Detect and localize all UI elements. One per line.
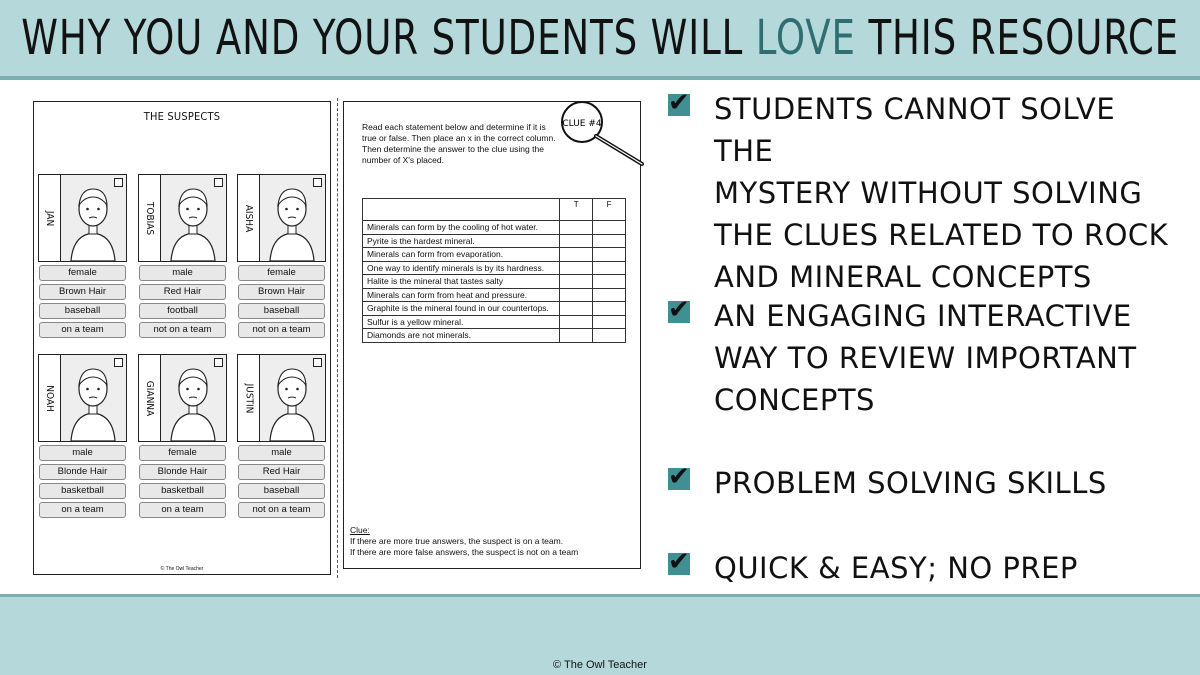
suspect-trait: male — [238, 445, 325, 461]
suspect-card — [237, 174, 326, 338]
footer-banner — [0, 594, 1200, 675]
suspect-card — [237, 354, 326, 518]
benefit-text: AN ENGAGING INTERACTIVE WAY TO REVIEW IMPORTANT CONCEPTS — [714, 299, 1137, 417]
checkbox-checked-icon — [668, 94, 690, 116]
suspect-checkbox[interactable] — [214, 178, 223, 187]
suspect-trait: Red Hair — [139, 284, 226, 300]
true-answer-cell[interactable] — [560, 275, 593, 289]
suspect-name-strip — [238, 175, 260, 261]
suspect-name-strip — [39, 175, 61, 261]
suspect-trait: female — [39, 265, 126, 281]
false-answer-cell[interactable] — [593, 248, 626, 262]
true-answer-cell[interactable] — [560, 315, 593, 329]
benefit-item — [668, 462, 1107, 504]
worksheet-divider — [337, 98, 338, 578]
clue-worksheet — [343, 101, 641, 569]
suspect-portrait — [138, 174, 227, 262]
false-column-header: F — [593, 199, 626, 221]
student-illustration-icon — [260, 355, 324, 441]
clue-instructions: Read each statement below and determine if it is true or false. Then place an x in the correct column. Then determine the answer to the clue using the number of X's placed. — [362, 122, 556, 165]
suspect-trait: Brown Hair — [238, 284, 325, 300]
suspect-portrait — [38, 354, 127, 442]
worksheet-credit: © The Owl Teacher — [160, 566, 204, 572]
checkbox-checked-icon — [668, 553, 690, 575]
statement-cell: Halite is the mineral that tastes salty — [363, 275, 560, 289]
suspect-checkbox[interactable] — [313, 358, 322, 367]
suspect-portrait — [38, 174, 127, 262]
statement-cell: Minerals can form from evaporation. — [363, 248, 560, 262]
footer-credit: © The Owl Teacher — [553, 659, 647, 671]
header-banner — [0, 0, 1200, 80]
suspect-trait: football — [139, 303, 226, 319]
suspect-portrait — [237, 174, 326, 262]
clue-footer — [350, 525, 578, 558]
false-answer-cell[interactable] — [593, 315, 626, 329]
true-answer-cell[interactable] — [560, 221, 593, 235]
suspect-name-strip — [39, 355, 61, 441]
false-answer-cell[interactable] — [593, 329, 626, 343]
true-column-header: T — [560, 199, 593, 221]
suspect-trait: baseball — [238, 483, 325, 499]
suspect-trait: on a team — [139, 502, 226, 518]
suspect-trait: not on a team — [238, 502, 325, 518]
table-row — [363, 315, 626, 329]
clue-label: Clue: — [350, 525, 370, 535]
suspect-name-strip — [139, 355, 161, 441]
suspect-card — [138, 174, 227, 338]
suspect-portrait — [138, 354, 227, 442]
clue-rows — [363, 221, 626, 343]
page-title — [21, 10, 1179, 66]
suspect-trait: male — [139, 265, 226, 281]
suspect-trait: basketball — [39, 483, 126, 499]
student-illustration-icon — [61, 175, 125, 261]
true-answer-cell[interactable] — [560, 288, 593, 302]
clue-table-header — [363, 199, 626, 221]
true-answer-cell[interactable] — [560, 302, 593, 316]
clue-badge-text: CLUE #4 — [562, 119, 602, 129]
suspect-trait: basketball — [139, 483, 226, 499]
table-row — [363, 221, 626, 235]
student-illustration-icon — [161, 355, 225, 441]
suspect-checkbox[interactable] — [114, 358, 123, 367]
statement-cell: Pyrite is the hardest mineral. — [363, 234, 560, 248]
true-answer-cell[interactable] — [560, 248, 593, 262]
table-row — [363, 275, 626, 289]
suspect-card — [138, 354, 227, 518]
suspect-name: JUSTIN — [243, 383, 255, 413]
clue-line-false: If there are more false answers, the suspect is not on a team — [350, 547, 579, 557]
suspect-trait: Red Hair — [238, 464, 325, 480]
suspect-checkbox[interactable] — [114, 178, 123, 187]
suspect-trait: not on a team — [139, 322, 226, 338]
suspect-name: NOAH — [44, 384, 55, 412]
suspect-name: TOBIAS — [144, 201, 156, 235]
suspect-trait: baseball — [238, 303, 325, 319]
suspect-trait: female — [139, 445, 226, 461]
statement-cell: Graphite is the mineral found in our countertops. — [363, 302, 560, 316]
statement-cell: Diamonds are not minerals. — [363, 329, 560, 343]
suspects-worksheet — [33, 101, 331, 575]
benefit-item — [668, 88, 1184, 298]
title-part-1: WHY YOU AND YOUR STUDENTS WILL — [21, 10, 756, 66]
suspect-checkbox[interactable] — [214, 358, 223, 367]
false-answer-cell[interactable] — [593, 221, 626, 235]
suspect-trait: Brown Hair — [39, 284, 126, 300]
benefit-item — [668, 547, 1078, 589]
suspect-name: AISHA — [243, 204, 254, 232]
false-answer-cell[interactable] — [593, 288, 626, 302]
statement-cell: Sulfur is a yellow mineral. — [363, 315, 560, 329]
title-accent-word: LOVE — [755, 10, 856, 66]
suspect-card — [38, 174, 127, 338]
suspect-trait: Blonde Hair — [39, 464, 126, 480]
statement-cell: Minerals can form from heat and pressure. — [363, 288, 560, 302]
false-answer-cell[interactable] — [593, 261, 626, 275]
true-answer-cell[interactable] — [560, 234, 593, 248]
checkbox-checked-icon — [668, 468, 690, 490]
magnifying-glass-icon — [556, 102, 646, 172]
statement-header — [363, 199, 560, 221]
suspect-trait: Blonde Hair — [139, 464, 226, 480]
suspect-name: JAN — [43, 210, 55, 226]
table-row — [363, 234, 626, 248]
suspect-name-strip — [139, 175, 161, 261]
student-illustration-icon — [61, 355, 125, 441]
table-row — [363, 248, 626, 262]
statement-cell: Minerals can form by the cooling of hot water. — [363, 221, 560, 235]
suspect-card — [38, 354, 127, 518]
benefit-item — [668, 295, 1137, 421]
false-answer-cell[interactable] — [593, 275, 626, 289]
suspect-trait: baseball — [39, 303, 126, 319]
suspect-portrait — [237, 354, 326, 442]
statement-cell: One way to identify minerals is by its hardness. — [363, 261, 560, 275]
suspect-trait: female — [238, 265, 325, 281]
benefit-text: STUDENTS CANNOT SOLVE THE MYSTERY WITHOUT SOLVING THE CLUES RELATED TO ROCK AND MINERAL CONCEPTS — [714, 92, 1169, 294]
false-answer-cell[interactable] — [593, 234, 626, 248]
clue-line-true: If there are more true answers, the suspect is on a team. — [350, 536, 564, 546]
table-row — [363, 288, 626, 302]
checkbox-checked-icon — [668, 301, 690, 323]
benefit-text: PROBLEM SOLVING SKILLS — [714, 466, 1107, 500]
suspect-trait: not on a team — [238, 322, 325, 338]
true-answer-cell[interactable] — [560, 261, 593, 275]
table-row — [363, 261, 626, 275]
suspect-name-strip — [238, 355, 260, 441]
benefit-text: QUICK & EASY; NO PREP — [714, 551, 1078, 585]
table-row — [363, 302, 626, 316]
table-row — [363, 329, 626, 343]
true-answer-cell[interactable] — [560, 329, 593, 343]
student-illustration-icon — [161, 175, 225, 261]
suspect-checkbox[interactable] — [313, 178, 322, 187]
suspect-name: GIANNA — [144, 380, 156, 416]
student-illustration-icon — [260, 175, 324, 261]
suspect-trait: on a team — [39, 502, 126, 518]
suspects-title: THE SUSPECTS — [143, 110, 221, 123]
false-answer-cell[interactable] — [593, 302, 626, 316]
clue-table — [362, 198, 626, 343]
title-part-2: THIS RESOURCE — [855, 10, 1179, 66]
suspect-trait: male — [39, 445, 126, 461]
suspect-trait: on a team — [39, 322, 126, 338]
